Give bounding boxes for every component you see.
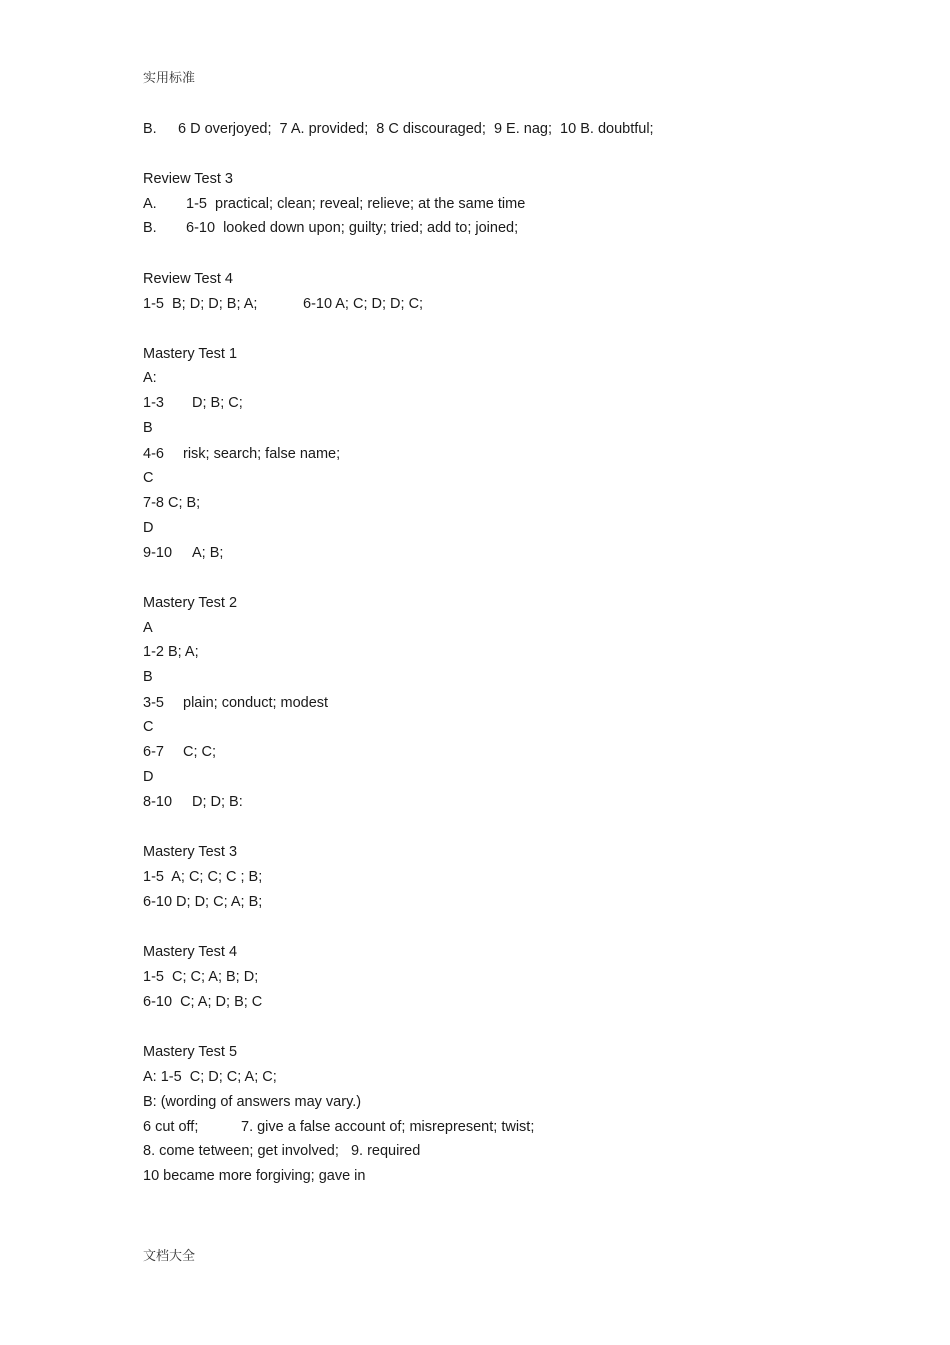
part-label: B bbox=[143, 669, 153, 685]
answer-line: 1-5 A; C; C; C ; B; bbox=[143, 869, 263, 885]
answer-line bbox=[143, 295, 423, 313]
part-label: D bbox=[143, 769, 154, 785]
part-label: B bbox=[143, 420, 153, 436]
page-footer: 文档大全 bbox=[143, 1249, 196, 1264]
line-text: C; C; bbox=[183, 744, 217, 760]
answer-line bbox=[143, 694, 328, 712]
page-header: 实用标准 bbox=[143, 71, 196, 86]
part-label: D bbox=[143, 520, 154, 536]
answer-line bbox=[143, 195, 525, 213]
line-text: A; B; bbox=[192, 545, 224, 561]
answer-line: 1-2 B; A; bbox=[143, 644, 199, 660]
section-heading: Mastery Test 1 bbox=[143, 346, 238, 362]
answer-line: 6-10 D; D; C; A; B; bbox=[143, 894, 263, 910]
line-lead: A. bbox=[143, 196, 157, 212]
section-heading: Mastery Test 2 bbox=[143, 595, 238, 611]
section-heading: Mastery Test 4 bbox=[143, 944, 238, 960]
line-lead: 6 cut off; bbox=[143, 1119, 199, 1135]
answer-line: 10 became more forgiving; gave in bbox=[143, 1168, 366, 1184]
answer-line: 8. come tetween; get involved; 9. required bbox=[143, 1143, 421, 1159]
line-text: D; B; C; bbox=[192, 395, 243, 411]
answer-line bbox=[143, 445, 340, 463]
line-text: D; D; B: bbox=[192, 794, 243, 810]
section-heading: Review Test 4 bbox=[143, 271, 233, 287]
line-text: 6 D overjoyed; 7 A. provided; 8 C discouraged; 9 E. nag; 10 B. doubtful; bbox=[178, 121, 654, 137]
line-text: 1-5 practical; clean; reveal; relieve; at the same time bbox=[186, 196, 526, 212]
line-lead: 8-10 bbox=[143, 794, 173, 810]
line-text: 6-10 A; C; D; D; C; bbox=[303, 296, 424, 312]
answer-line: 7-8 C; B; bbox=[143, 495, 201, 511]
answer-line bbox=[143, 1118, 534, 1136]
line-lead: B. bbox=[143, 121, 157, 137]
line-lead: 9-10 bbox=[143, 545, 173, 561]
line-text: risk; search; false name; bbox=[183, 446, 341, 462]
part-label: A: bbox=[143, 370, 157, 386]
answer-line bbox=[143, 743, 216, 761]
line-lead: 3-5 bbox=[143, 695, 164, 711]
section-heading: Mastery Test 5 bbox=[143, 1044, 238, 1060]
part-label: C bbox=[143, 470, 154, 486]
section-heading: Mastery Test 3 bbox=[143, 844, 238, 860]
section-heading: Review Test 3 bbox=[143, 171, 233, 187]
answer-line bbox=[143, 120, 654, 138]
line-lead: 1-3 bbox=[143, 395, 164, 411]
answer-line: B: (wording of answers may vary.) bbox=[143, 1094, 362, 1110]
line-lead: B. bbox=[143, 220, 157, 236]
answer-line bbox=[143, 544, 223, 562]
answer-line: 6-10 C; A; D; B; C bbox=[143, 994, 263, 1010]
answer-line bbox=[143, 219, 518, 237]
answer-line bbox=[143, 793, 243, 811]
line-text: plain; conduct; modest bbox=[183, 695, 329, 711]
line-lead: 6-7 bbox=[143, 744, 164, 760]
line-lead: 1-5 B; D; D; B; A; bbox=[143, 296, 258, 312]
line-lead: 4-6 bbox=[143, 446, 164, 462]
part-label: C bbox=[143, 719, 154, 735]
line-text: 6-10 looked down upon; guilty; tried; add to; joined; bbox=[186, 220, 519, 236]
answer-line bbox=[143, 394, 243, 412]
line-text: 7. give a false account of; misrepresent; twist; bbox=[241, 1119, 535, 1135]
part-label: A bbox=[143, 620, 153, 636]
answer-line: 1-5 C; C; A; B; D; bbox=[143, 969, 259, 985]
answer-line: A: 1-5 C; D; C; A; C; bbox=[143, 1069, 277, 1085]
